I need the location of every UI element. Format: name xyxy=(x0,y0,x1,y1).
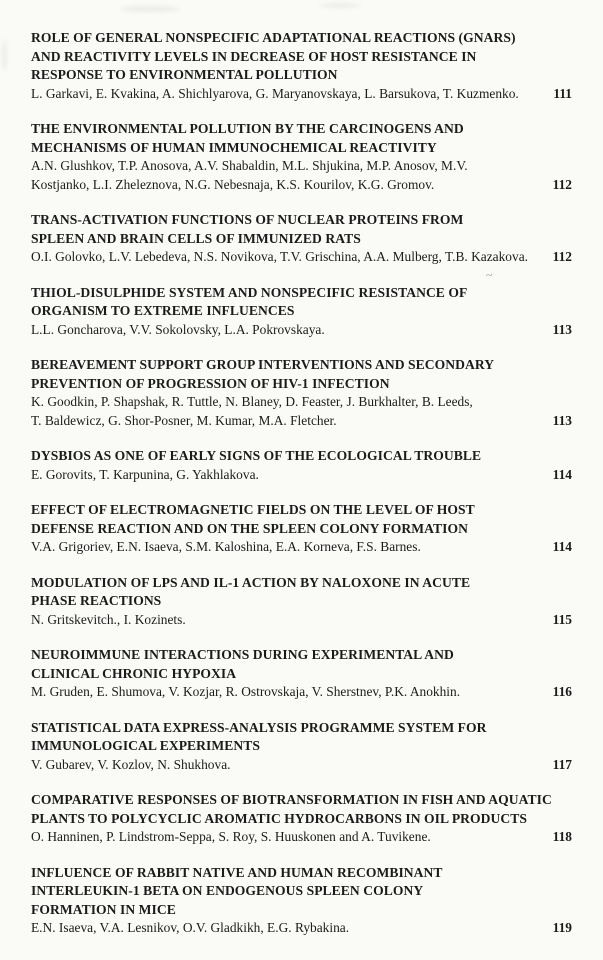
entry-author-line: V.A. Grigoriev, E.N. Isaeva, S.M. Kaloshina, E.A. Korneva, F.S. Barnes. xyxy=(31,539,421,554)
entry-page-number: 113 xyxy=(552,412,572,428)
entry-title-line: DEFENSE REACTION AND ON THE SPLEEN COLONY FORMATION xyxy=(31,520,468,536)
entry-authors xyxy=(31,919,349,938)
entry-title-line: FORMATION IN MICE xyxy=(31,901,176,917)
toc-entry xyxy=(31,447,572,484)
entry-page-number: 113 xyxy=(552,321,572,337)
entry-bottom-row xyxy=(31,538,572,557)
entry-authors xyxy=(31,683,460,702)
entry-title-line: THE ENVIRONMENTAL POLLUTION BY THE CARCINOGENS AND xyxy=(31,121,464,136)
entry-authors xyxy=(31,393,473,430)
entry-title xyxy=(31,501,572,538)
entry-title xyxy=(31,791,572,828)
toc-entry xyxy=(31,29,572,103)
entry-authors xyxy=(31,248,528,267)
entry-title-line: DYSBIOS AS ONE OF EARLY SIGNS OF THE ECOLOGICAL TROUBLE xyxy=(31,448,482,463)
entry-page-number: 114 xyxy=(552,466,572,482)
entry-author-line: O. Hanninen, P. Lindstrom-Seppa, S. Roy, S. Huuskonen and A. Tuvikene. xyxy=(31,829,431,844)
scan-noise xyxy=(320,3,360,8)
entry-page-number: 112 xyxy=(552,176,572,192)
entry-bottom-row xyxy=(31,828,572,847)
entry-title-line: PHASE REACTIONS xyxy=(31,593,162,608)
entry-title xyxy=(31,574,572,611)
entry-page-number: 119 xyxy=(552,920,572,935)
toc-entry xyxy=(31,864,572,938)
entry-title xyxy=(31,284,572,321)
entry-author-line: E. Gorovits, T. Karpunina, G. Yakhlakova. xyxy=(31,466,259,482)
entry-page-number: 114 xyxy=(552,539,572,554)
entry-authors xyxy=(31,611,186,630)
entry-bottom-row xyxy=(31,683,572,702)
entry-title-line: PLANTS TO POLYCYCLIC AROMATIC HYDROCARBONS IN OIL PRODUCTS xyxy=(31,810,528,826)
entry-title xyxy=(31,29,572,85)
entry-authors xyxy=(31,157,468,194)
entry-title-line: CLINICAL CHRONIC HYPOXIA xyxy=(31,665,237,681)
entry-page-number: 111 xyxy=(553,85,572,101)
entry-author-line: K. Goodkin, P. Shapshak, R. Tuttle, N. Blaney, D. Feaster, J. Burkhalter, B. Leeds, xyxy=(31,394,473,409)
entry-title xyxy=(31,864,572,920)
entry-title-line: SPLEEN AND BRAIN CELLS OF IMMUNIZED RATS xyxy=(31,230,361,246)
entry-title-line: INFLUENCE OF RABBIT NATIVE AND HUMAN RECOMBINANT xyxy=(31,864,443,880)
entry-title-line: AND REACTIVITY LEVELS IN DECREASE OF HOST RESISTANCE IN xyxy=(31,48,477,64)
entry-title-line: COMPARATIVE RESPONSES OF BIOTRANSFORMATION IN FISH AND AQUATIC xyxy=(31,792,552,807)
toc-entry xyxy=(31,211,572,267)
toc-entry xyxy=(31,120,572,194)
entry-title-line: MECHANISMS OF HUMAN IMMUNOCHEMICAL REACTIVITY xyxy=(31,139,437,155)
toc-entry xyxy=(31,356,572,430)
entry-authors xyxy=(31,466,259,485)
entry-author-line: T. Baldewicz, G. Shor-Posner, M. Kumar, M.A. Fletcher. xyxy=(31,412,337,428)
entry-author-line: N. Gritskevitch., I. Kozinets. xyxy=(31,611,186,627)
entry-title xyxy=(31,211,572,248)
entry-page-number: 116 xyxy=(552,684,572,699)
entry-bottom-row xyxy=(31,85,572,104)
entry-bottom-row xyxy=(31,248,572,267)
entry-title-line: IMMUNOLOGICAL EXPERIMENTS xyxy=(31,738,260,753)
entry-author-line: M. Gruden, E. Shumova, V. Kozjar, R. Ostrovskaja, V. Sherstnev, P.K. Anokhin. xyxy=(31,684,461,699)
entry-title-line: INTERLEUKIN-1 BETA ON ENDOGENOUS SPLEEN COLONY xyxy=(31,883,424,898)
entry-author-line: V. Gubarev, V. Kozlov, N. Shukhova. xyxy=(31,756,231,772)
entry-title-line: MODULATION OF LPS AND IL-1 ACTION BY NALOXONE IN ACUTE xyxy=(31,574,471,590)
entry-page-number: 115 xyxy=(552,611,572,627)
toc-entry xyxy=(31,646,572,702)
entry-authors xyxy=(31,538,421,557)
entry-bottom-row xyxy=(31,611,572,630)
entry-bottom-row xyxy=(31,756,572,775)
entry-page-number: 112 xyxy=(552,249,572,264)
entry-title xyxy=(31,719,572,756)
entry-title-line: RESPONSE TO ENVIRONMENTAL POLLUTION xyxy=(31,67,338,82)
toc-list xyxy=(31,29,572,938)
entry-title-line: NEUROIMMUNE INTERACTIONS DURING EXPERIMENTAL AND xyxy=(31,647,454,662)
entry-title-line: EFFECT OF ELECTROMAGNETIC FIELDS ON THE LEVEL OF HOST xyxy=(31,502,475,517)
entry-page-number: 117 xyxy=(552,756,572,772)
entry-author-line: A.N. Glushkov, T.P. Anosova, A.V. Shabaldin, M.L. Shjukina, M.P. Anosov, M.V. xyxy=(31,158,468,173)
entry-title-line: STATISTICAL DATA EXPRESS-ANALYSIS PROGRAMME SYSTEM FOR xyxy=(31,719,487,735)
entry-authors xyxy=(31,756,230,775)
toc-entry xyxy=(31,791,572,847)
entry-title-line: ROLE OF GENERAL NONSPECIFIC ADAPTATIONAL REACTIONS (GNARS) xyxy=(31,30,516,45)
entry-title-line: THIOL-DISULPHIDE SYSTEM AND NONSPECIFIC RESISTANCE OF xyxy=(31,284,468,300)
entry-title xyxy=(31,356,572,393)
entry-author-line: L. Garkavi, E. Kvakina, A. Shichlyarova, G. Maryanovskaya, L. Barsukova, T. Kuzmenko. xyxy=(31,85,519,101)
entry-page-number: 118 xyxy=(552,829,572,844)
toc-entry xyxy=(31,284,572,340)
scan-stray-mark: ~ xyxy=(484,267,494,283)
entry-authors xyxy=(31,321,325,340)
entry-bottom-row xyxy=(31,157,572,194)
entry-title xyxy=(31,646,572,683)
entry-title xyxy=(31,120,572,157)
toc-entry xyxy=(31,501,572,557)
toc-entry xyxy=(31,574,572,630)
entry-author-line: E.N. Isaeva, V.A. Lesnikov, O.V. Gladkikh, E.G. Rybakina. xyxy=(31,920,350,935)
scan-noise xyxy=(120,6,180,12)
entry-bottom-row xyxy=(31,393,572,430)
toc-entry xyxy=(31,719,572,775)
entry-bottom-row xyxy=(31,321,572,340)
entry-authors xyxy=(31,85,519,104)
scan-noise xyxy=(2,40,7,70)
entry-title xyxy=(31,447,572,466)
entry-author-line: Kostjanko, L.I. Zheleznova, N.G. Nebesnaja, K.S. Kourilov, K.G. Gromov. xyxy=(31,176,435,192)
entry-bottom-row xyxy=(31,919,572,938)
entry-title-line: PREVENTION OF PROGRESSION OF HIV-1 INFECTION xyxy=(31,375,390,391)
entry-title-line: TRANS-ACTIVATION FUNCTIONS OF NUCLEAR PROTEINS FROM xyxy=(31,212,464,227)
entry-bottom-row xyxy=(31,466,572,485)
entry-title-line: ORGANISM TO EXTREME INFLUENCES xyxy=(31,303,295,318)
entry-title-line: BEREAVEMENT SUPPORT GROUP INTERVENTIONS AND SECONDARY xyxy=(31,357,495,372)
entry-authors xyxy=(31,828,431,847)
entry-author-line: L.L. Goncharova, V.V. Sokolovsky, L.A. Pokrovskaya. xyxy=(31,321,325,337)
entry-author-line: O.I. Golovko, L.V. Lebedeva, N.S. Novikova, T.V. Grischina, A.A. Mulberg, T.B. Kazakova. xyxy=(31,249,528,264)
